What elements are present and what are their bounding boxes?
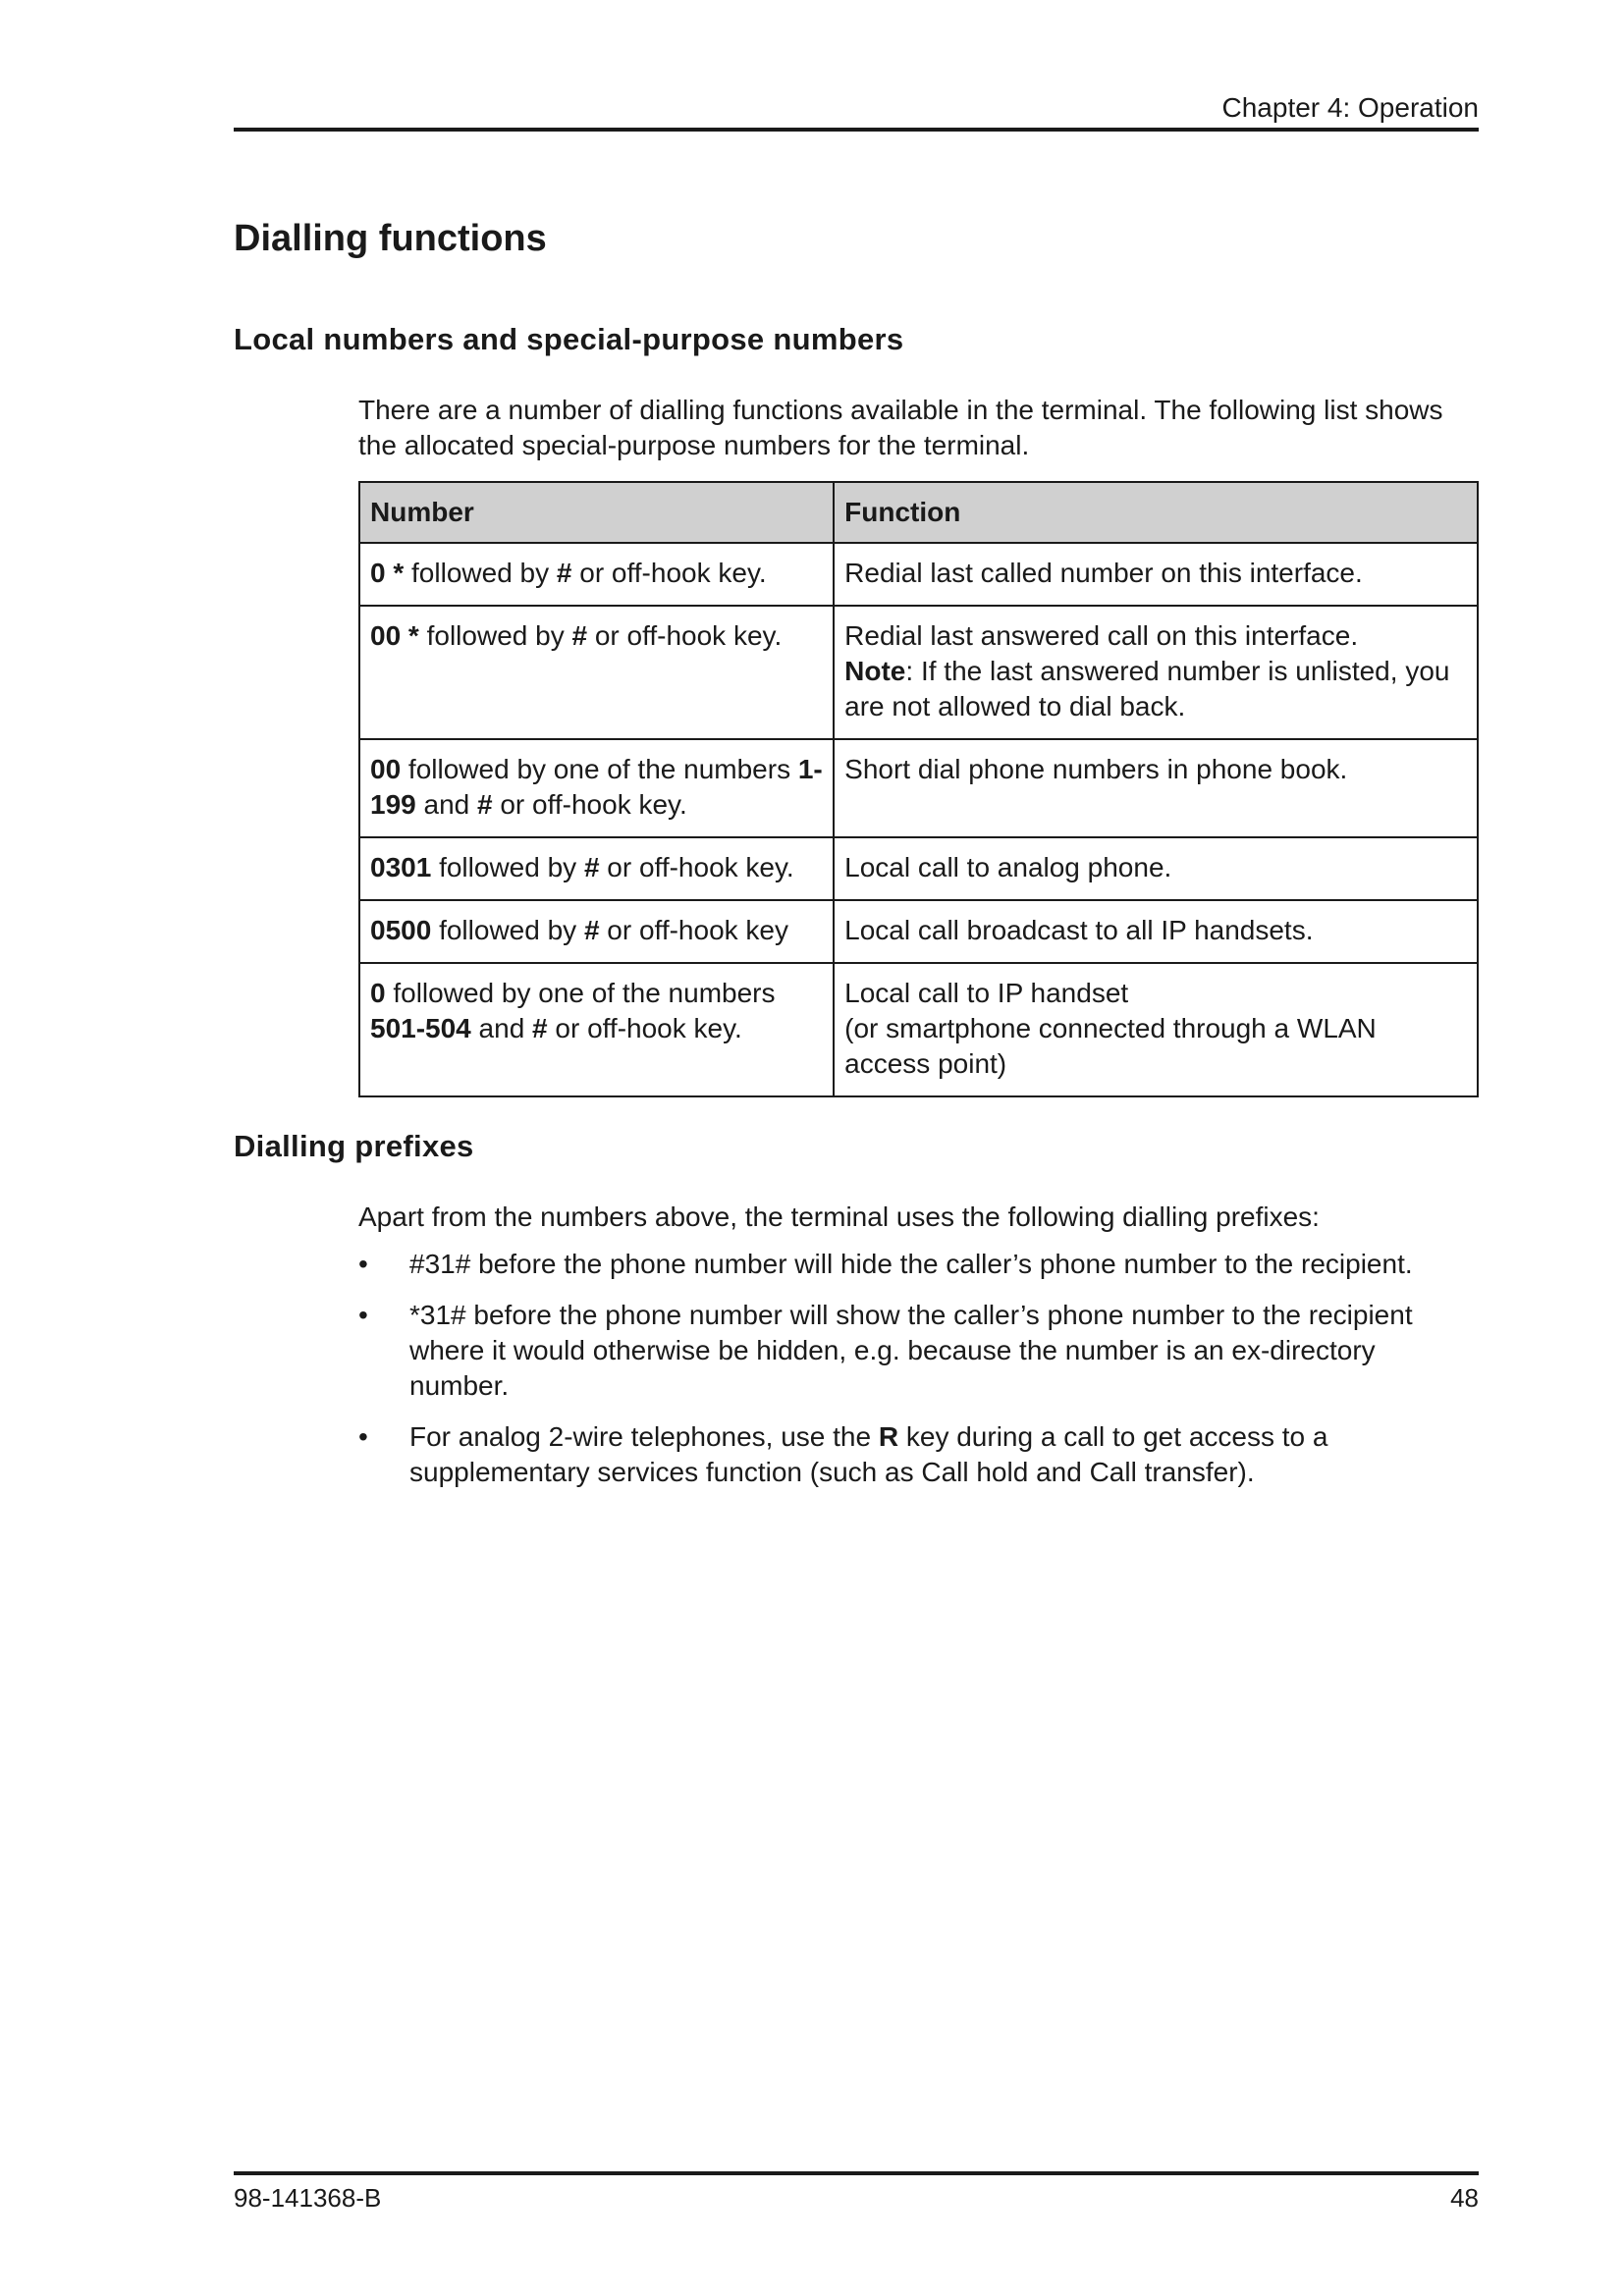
list-item-text: *31# before the phone number will show the caller’s phone number to the recipient where it would otherwise be hidden, e.g. because the number is an ex-directory number.: [409, 1300, 1413, 1401]
section-heading-dialling-prefixes: Dialling prefixes: [234, 1129, 474, 1163]
function-cell: Local call to IP handset (or smartphone connected through a WLAN access point): [834, 963, 1478, 1096]
page-title: Dialling functions: [234, 218, 547, 259]
table-row: [359, 900, 1478, 963]
bullet-icon: •: [358, 1421, 368, 1452]
function-cell: Redial last called number on this interface.: [834, 543, 1478, 606]
document-id: 98-141368-B: [234, 2183, 382, 2213]
function-cell: Local call broadcast to all IP handsets.: [834, 900, 1478, 963]
function-cell: Local call to analog phone.: [834, 837, 1478, 900]
column-header-number: Number: [359, 482, 834, 543]
function-cell: Redial last answered call on this interface. Note: If the last answered number is unlisted, you are not allowed to dial back.: [834, 606, 1478, 739]
number-cell: 00 followed by one of the numbers 1-199 and # or off-hook key.: [359, 739, 834, 837]
list-item: [358, 1298, 1479, 1404]
number-cell: 0 followed by one of the numbers 501-504 and # or off-hook key.: [359, 963, 834, 1096]
table-row: [359, 543, 1478, 606]
header-rule: [234, 128, 1479, 132]
prefix-list: [358, 1247, 1479, 1506]
table-row: [359, 606, 1478, 739]
list-item-text: For analog 2-wire telephones, use the R key during a call to get access to a supplementary services function (such as Call hold and Call transfer).: [409, 1421, 1328, 1487]
table-row: [359, 739, 1478, 837]
number-cell: 0 * followed by # or off-hook key.: [359, 543, 834, 606]
section-intro-local-numbers: There are a number of dialling functions available in the terminal. The following list shows the allocated special-purpose numbers for the terminal.: [358, 395, 1443, 460]
running-header: Chapter 4: Operation: [1221, 92, 1479, 123]
number-cell: 0301 followed by # or off-hook key.: [359, 837, 834, 900]
number-cell: 0500 followed by # or off-hook key: [359, 900, 834, 963]
column-header-function: Function: [834, 482, 1478, 543]
bullet-icon: •: [358, 1300, 368, 1330]
footer-rule: [234, 2171, 1479, 2175]
table-row: [359, 837, 1478, 900]
list-item: [358, 1419, 1479, 1490]
list-item-text: #31# before the phone number will hide the caller’s phone number to the recipient.: [409, 1249, 1413, 1279]
table-row: [359, 963, 1478, 1096]
bullet-icon: •: [358, 1249, 368, 1279]
table-header-row: [359, 482, 1478, 543]
function-cell: Short dial phone numbers in phone book.: [834, 739, 1478, 837]
number-cell: 00 * followed by # or off-hook key.: [359, 606, 834, 739]
section-heading-local-numbers: Local numbers and special-purpose numbers: [234, 322, 904, 356]
section-intro-dialling-prefixes: Apart from the numbers above, the terminal uses the following dialling prefixes:: [358, 1201, 1320, 1232]
dialling-functions-table: [358, 481, 1479, 1097]
page-number: 48: [1450, 2183, 1479, 2213]
list-item: [358, 1247, 1479, 1282]
